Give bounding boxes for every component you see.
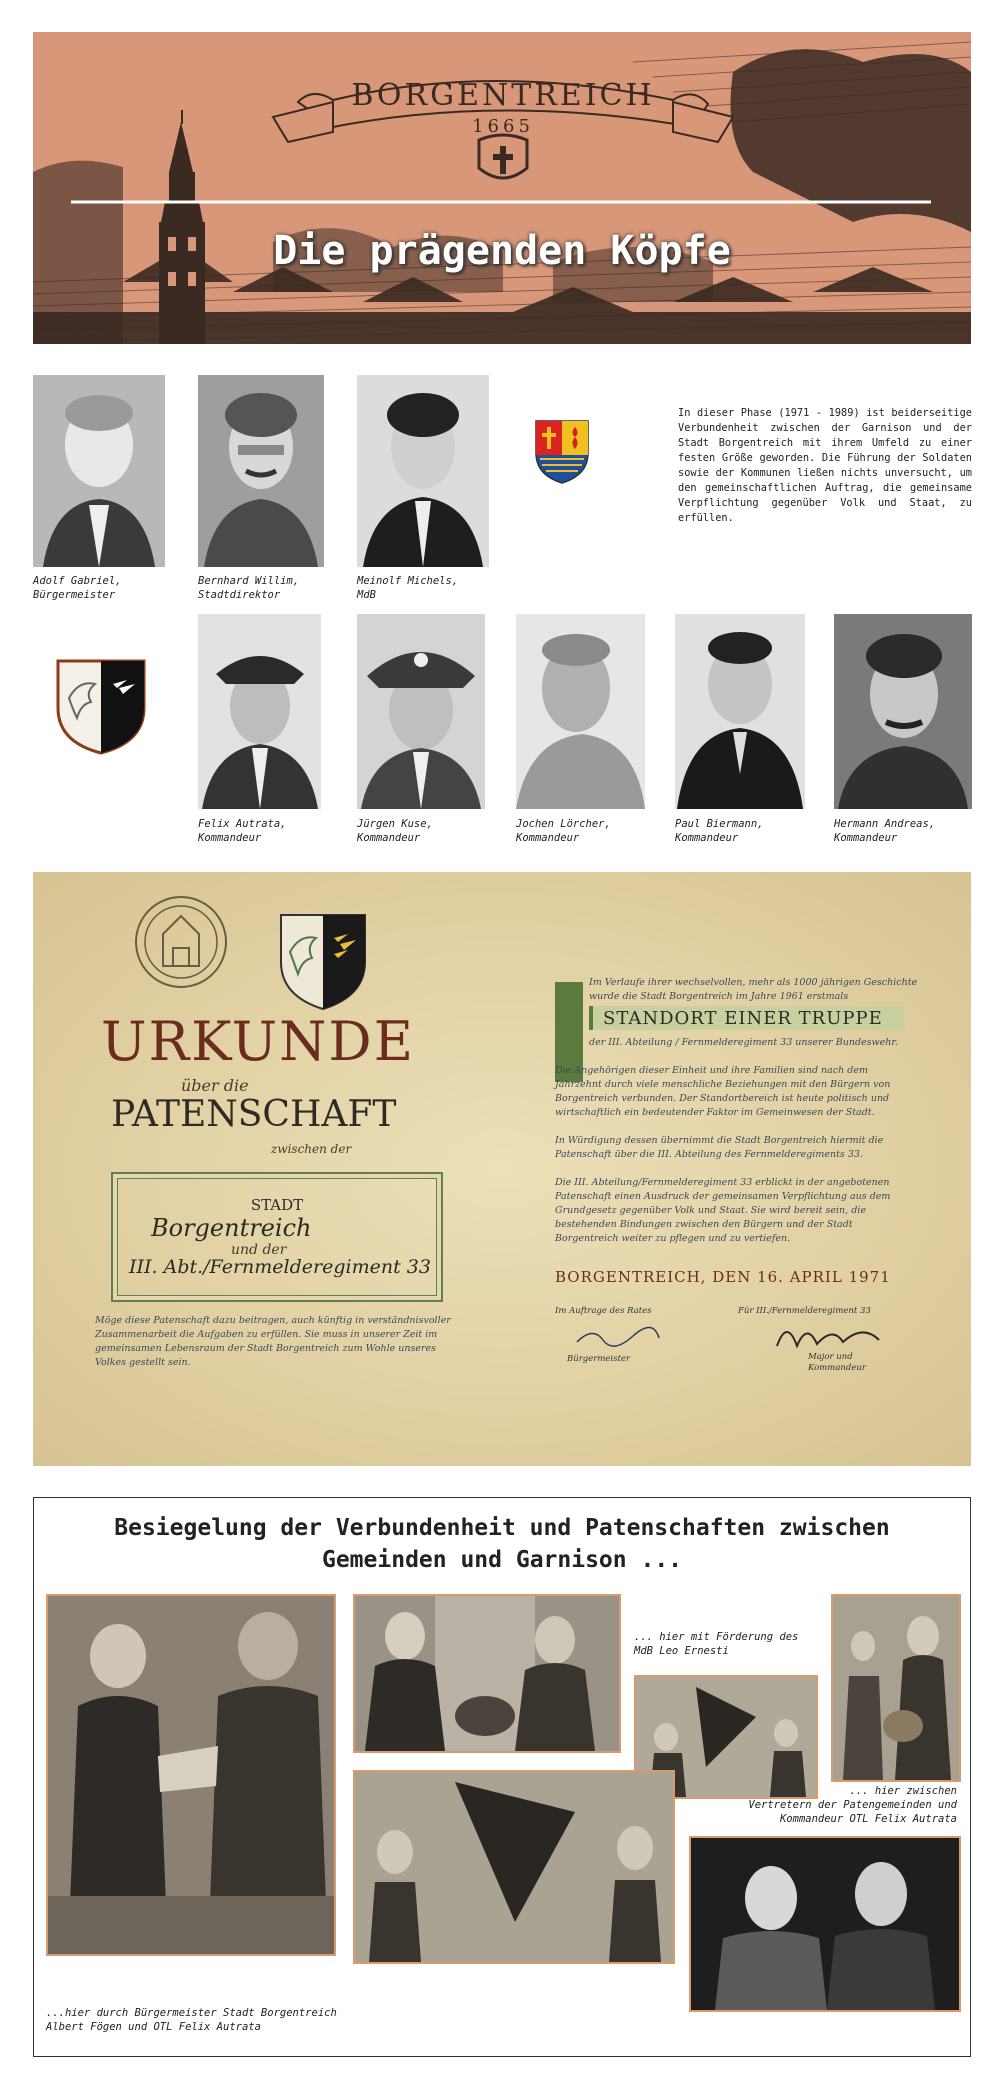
signature-left (573, 1322, 663, 1352)
newspaper-photo (831, 1594, 961, 1782)
certificate-title-2: PATENSCHAFT (111, 1094, 397, 1135)
parties-box (111, 1172, 443, 1302)
certificate-subtitle: über die (181, 1076, 249, 1095)
box-line: III. Abt./Fernmelderegiment 33 (129, 1256, 431, 1278)
page-title: Die prägenden Köpfe (273, 228, 731, 274)
newspaper-photo (353, 1594, 621, 1753)
portrait-caption: Meinolf Michels, MdB (357, 575, 459, 601)
portrait-photo (357, 614, 485, 809)
portrait-caption: Adolf Gabriel, Bürgermeister (33, 575, 122, 601)
portrait-caption: Hermann Andreas, Kommandeur (834, 818, 936, 844)
intro-paragraph: In dieser Phase (1971 - 1989) ist beiderseitige Verbundenheit zwischen der Garnison und der Stadt Borgentreich mit ihrem Umfeld zu einer festen Größe geworden. Die Führung der Soldaten sowie der Kommunen ließen nichts unversucht, um den gemeinschaftlichen Auftrag, die gemeinsame Verpflichtung gegenüber Volk und Staat, zu erfüllen. (678, 407, 972, 524)
certificate-left-text: Möge diese Patenschaft dazu beitragen, auch künftig in verständnisvoller Zusammenarbeit die Aufgaben zu erfüllen. Sie muss in unserer Zeit im gemeinsamen Lebensraum der Stadt Borgentreich zum Wohle unseres Volkes gestellt sein. (95, 1315, 451, 1368)
newspaper-photo (353, 1770, 675, 1964)
certificate-title: URKUNDE (101, 1010, 416, 1073)
box-line: und der (231, 1242, 287, 1258)
portrait-photo (357, 375, 489, 567)
signature-left-label: Im Auftrage des Rates (555, 1306, 652, 1316)
box-line: STADT (250, 1196, 304, 1214)
portrait-caption: Bernhard Willim, Stadtdirektor (198, 575, 300, 601)
regiment-shield-icon (278, 912, 368, 1012)
portrait-caption: Felix Autrata, Kommandeur (198, 818, 287, 844)
section-title: Besiegelung der Verbundenheit und Patenschaften zwischen Gemeinden und Garnison ... (114, 1515, 890, 1573)
photo-caption: ...hier durch Bürgermeister Stadt Borgentreich Albert Fögen und OTL Felix Autrata (46, 2007, 337, 2033)
certificate-intro: Im Verlaufe ihrer wechselvollen, mehr als 1000 jährigen Geschichte wurde die Stadt Borgentreich im Jahre 1961 erstmals (589, 977, 918, 1002)
portrait-caption: Jürgen Kuse, Kommandeur (357, 818, 433, 844)
banner-bar (589, 1006, 905, 1030)
certificate-date: BORGENTREICH, DEN 16. APRIL 1971 (555, 1268, 891, 1286)
certificate-paragraph: In Würdigung dessen übernimmt die Stadt Borgentreich hiermit die Patenschaft über die III. Abteilung des Fernmelderegiments 33. (555, 1135, 884, 1160)
certificate-document (33, 872, 971, 1466)
header-banner (33, 32, 971, 344)
box-line: Borgentreich (151, 1214, 312, 1242)
regiment-emblem-icon (55, 658, 147, 756)
newspaper-photo (689, 1836, 961, 2012)
portrait-photo (198, 375, 324, 567)
certificate-paragraph: Die III. Abteilung/Fernmelderegiment 33 erblickt in der angebotenen Patenschaft einen Ausdruck der gemeinsamen Verpflichtung aus dem Grundgesetz gegenüber Volk und Staat. Sie wird bereit sein, die bestehenden Bindungen zwischen den Bürgern und der Stadt Borgentreich weiter zu pflegen und zu vertiefen. (555, 1177, 891, 1244)
town-crest-icon (479, 135, 527, 178)
newspaper-photo (46, 1594, 336, 1956)
portrait-photo (675, 614, 805, 809)
portrait-photo (33, 375, 165, 567)
municipal-coat-of-arms-icon (534, 419, 590, 485)
town-sketch-illustration (33, 32, 971, 344)
photo-caption: ... hier zwischen Vertretern der Patengemeinden und Kommandeur OTL Felix Autrata (748, 1785, 957, 1825)
signature-left-title: Bürgermeister (567, 1354, 630, 1364)
signature-right-title: Major und Kommandeur (808, 1352, 866, 1373)
town-seal-icon (133, 894, 229, 990)
portrait-caption: Paul Biermann, Kommandeur (675, 818, 764, 844)
portrait-caption: Jochen Lörcher, Kommandeur (516, 818, 611, 844)
signature-right-label: Für III./Fernmelderegiment 33 (738, 1306, 871, 1316)
portrait-photo (516, 614, 645, 809)
signature-right (773, 1316, 883, 1356)
ceremony-photos-section (33, 1497, 971, 2057)
banner-text: STANDORT EINER TRUPPE (603, 1008, 883, 1029)
town-name: BORGENTREICH (351, 78, 655, 113)
certificate-subtitle-2: zwischen der (271, 1142, 352, 1156)
portrait-photo (834, 614, 972, 809)
founding-year: 1665 (472, 116, 534, 137)
portrait-photo (198, 614, 321, 809)
certificate-paragraph: Die Angehörigen dieser Einheit und ihre Familien sind nach dem Jahrzehnt durch viele menschliche Beziehungen mit den Bürgern von Borgentreich verbunden. Der Standortbereich ist heute politisch und wirtschaftlich ein bedeutender Faktor im Gemeinwesen der Stadt. (555, 1065, 891, 1118)
photo-caption: ... hier mit Förderung des MdB Leo Ernesti (634, 1631, 799, 1657)
certificate-banner-sub: der III. Abteilung / Fernmelderegiment 33 unserer Bundeswehr. (589, 1037, 898, 1048)
